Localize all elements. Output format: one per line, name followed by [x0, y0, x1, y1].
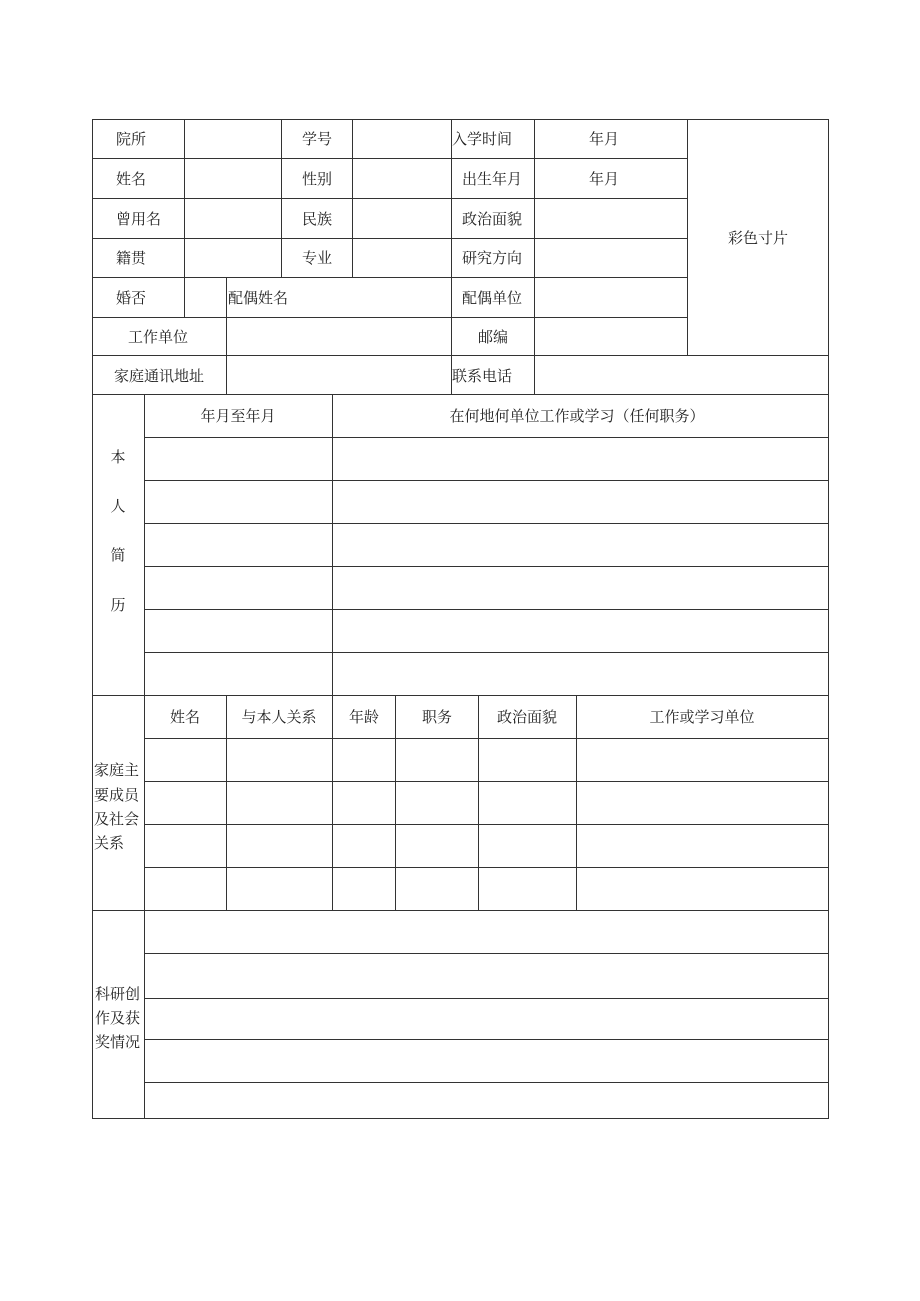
- label-political-status: 政治面貌: [462, 210, 523, 228]
- phone-field[interactable]: [535, 356, 828, 394]
- resume-header-period: 年月至年月: [200, 407, 276, 425]
- family-header-unit: 工作或学习单位: [649, 708, 755, 726]
- family-header-relation: 与本人关系: [241, 708, 317, 726]
- family-header-age: 年龄: [348, 708, 380, 726]
- photo-upload-area[interactable]: [688, 120, 828, 355]
- resume-label-char: 人: [110, 497, 126, 515]
- family-header-position: 职务: [421, 708, 453, 726]
- family-label-line: 及社会: [94, 810, 140, 828]
- photo-placeholder-label: 彩色寸片: [727, 229, 789, 247]
- gender-field[interactable]: [353, 159, 451, 198]
- political-status-field[interactable]: [535, 199, 687, 238]
- label-ethnicity: 民族: [302, 210, 333, 228]
- label-research-direction: 研究方向: [462, 249, 523, 267]
- resume-entry-area[interactable]: [145, 438, 828, 695]
- former-name-field[interactable]: [185, 199, 281, 238]
- work-unit-field[interactable]: [227, 318, 451, 355]
- family-label-line: 家庭主: [94, 761, 140, 779]
- research-label-line: 作及获: [95, 1009, 141, 1027]
- resume-header-place: 在何地何单位工作或学习（任何职务）: [449, 407, 705, 425]
- research-label-line: 奖情况: [95, 1033, 141, 1051]
- label-institute: 院所: [116, 130, 147, 148]
- ethnicity-field[interactable]: [353, 199, 451, 238]
- section-divider: [92, 695, 829, 696]
- label-gender: 性别: [302, 170, 333, 188]
- student-id-field[interactable]: [353, 120, 451, 158]
- label-major: 专业: [302, 249, 333, 267]
- table-border-right: [828, 119, 829, 1119]
- marital-status-field[interactable]: [185, 278, 226, 317]
- label-birth: 出生年月: [462, 170, 523, 188]
- label-spouse-name: 配偶姓名: [228, 289, 289, 307]
- family-header-name: 姓名: [169, 708, 201, 726]
- birth-value: 年月: [588, 170, 620, 188]
- native-place-field[interactable]: [185, 239, 281, 277]
- family-entry-area[interactable]: [145, 739, 828, 910]
- institute-field[interactable]: [185, 120, 281, 158]
- name-field[interactable]: [185, 159, 281, 198]
- label-spouse-unit: 配偶单位: [462, 289, 523, 307]
- spouse-unit-field[interactable]: [535, 278, 687, 317]
- research-direction-field[interactable]: [535, 239, 687, 277]
- postcode-field[interactable]: [535, 318, 687, 355]
- research-label-line: 科研创: [95, 985, 141, 1003]
- resume-label-char: 本: [110, 448, 126, 466]
- table-border-left: [92, 119, 93, 1119]
- major-field[interactable]: [353, 239, 451, 277]
- col-divider: [451, 119, 452, 394]
- label-name: 姓名: [116, 170, 147, 188]
- col-divider: [281, 119, 282, 277]
- section-divider: [92, 394, 829, 395]
- family-label-line: 关系: [94, 834, 125, 852]
- enroll-time-value: 年月: [588, 130, 620, 148]
- label-student-id: 学号: [302, 130, 333, 148]
- family-label-line: 要成员: [94, 786, 140, 804]
- label-home-address: 家庭通讯地址: [114, 367, 205, 385]
- label-former-name: 曾用名: [116, 210, 162, 228]
- label-native-place: 籍贯: [116, 249, 147, 267]
- research-entry-area[interactable]: [145, 911, 828, 1118]
- resume-label-char: 简: [110, 546, 126, 564]
- label-phone: 联系电话: [452, 367, 513, 385]
- home-address-field[interactable]: [227, 356, 451, 394]
- label-enroll-time: 入学时间: [452, 130, 513, 148]
- label-work-unit: 工作单位: [128, 328, 189, 346]
- resume-label-char: 历: [110, 596, 126, 614]
- label-marital-status: 婚否: [116, 289, 147, 307]
- table-border-bottom: [92, 1118, 829, 1119]
- family-header-political-status: 政治面貌: [496, 708, 558, 726]
- label-postcode: 邮编: [478, 328, 509, 346]
